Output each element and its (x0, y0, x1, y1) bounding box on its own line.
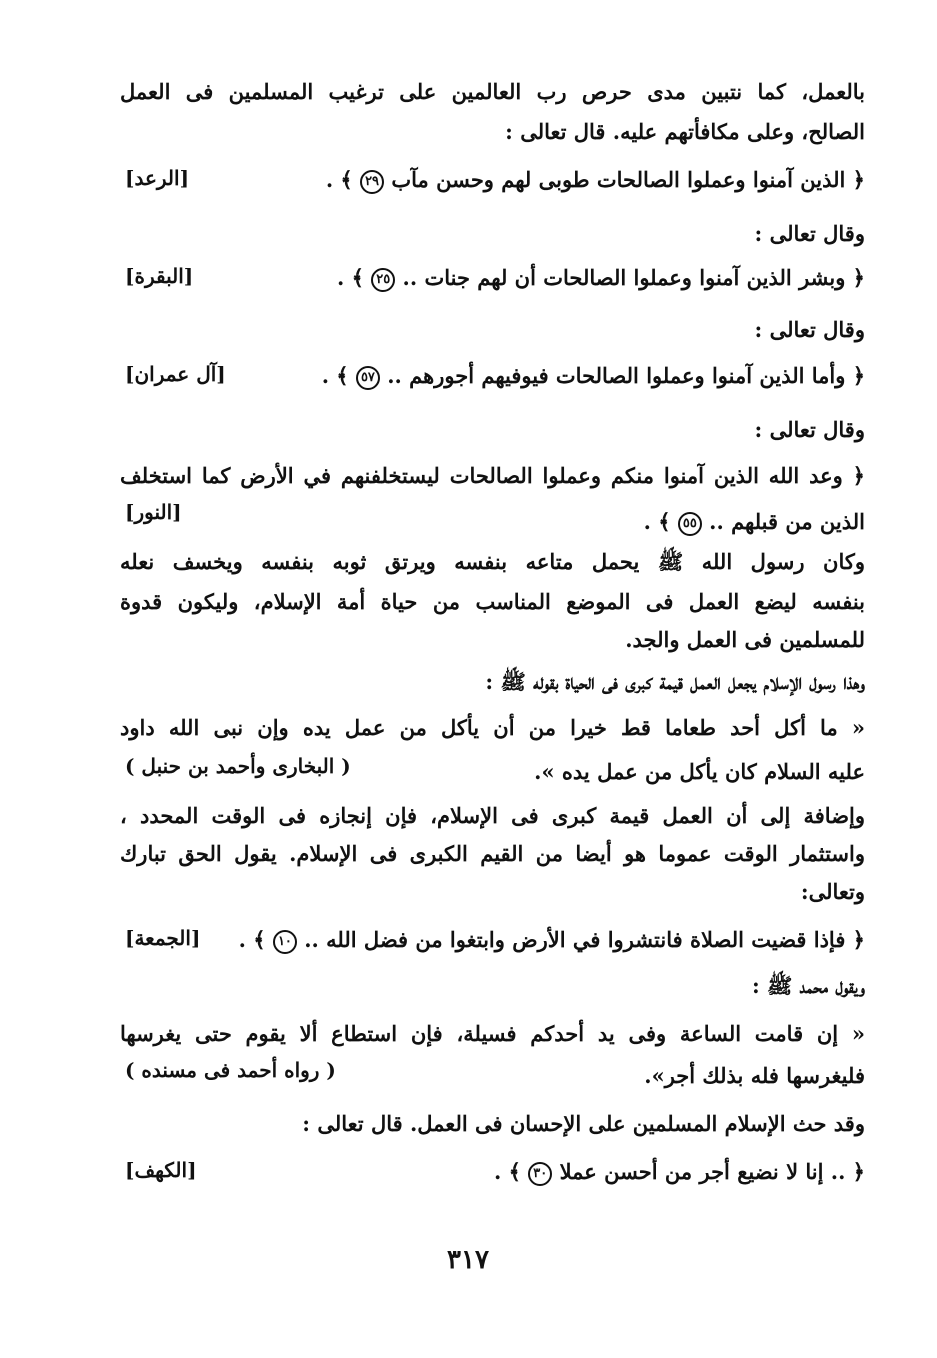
verse-line-1 (120, 160, 865, 200)
page-number: ٣١٧ (447, 1245, 489, 1275)
surah-reference: [النور] (125, 500, 182, 524)
verse-number-ornament: ٢٩ (360, 170, 384, 194)
text-line-19: وتعالى: (800, 879, 865, 904)
verse-line-3 (120, 356, 865, 396)
text-line-17: وإضافة إلى أن العمل قيمة كبرى فى الإسلام، فإن إنجازه فى الوقت المحدد ، (120, 803, 865, 828)
text-line-2: الصالح، وعلى مكافأتهم عليه. قال تعالى : (505, 119, 865, 144)
verse-close: ﴾ . (325, 167, 361, 192)
verse-line-6 (120, 1152, 865, 1192)
text-line-21: ويقول محمد ﷺ : (751, 973, 865, 998)
verse-line-4a: ﴿ وعد الله الذين آمنوا منكم وعملوا الصالحات ليستخلفنهم في الأرض كما استخلف (120, 463, 865, 488)
verse-number-ornament: ١٠ (273, 930, 297, 954)
hadith-line-3: « إن قامت الساعة وفى يد أحدكم فسيلة، فإن استطاع ألا يقوم حتى يغرسها (120, 1021, 865, 1046)
verse-text: ﴿ .. إنا لا نضيع أجر من أحسن عملا (552, 1159, 865, 1184)
verse-line-5 (120, 920, 865, 960)
text-line-8: وقال تعالى : (754, 417, 865, 442)
text-line-11: وكان رسول الله ﷺ يحمل متاعه بنفسه ويرتق ثوبه بنفسه ويخسف نعله (120, 549, 865, 574)
verse-close: ﴾ . (321, 363, 356, 388)
text-line-1: بالعمل، كما نتبين مدى حرص رب العالمين على ترغيب المسلمين فى العمل (120, 79, 865, 104)
text-line-12: بنفسه ليضع العمل فى الموضع المناسب من حياة أمة الإسلام، وليكون قدوة (120, 589, 865, 614)
verse-close: ﴾ . (643, 509, 678, 534)
hadith-source: ( رواه أحمد فى مسنده ) (125, 1058, 336, 1082)
verse-number-ornament: ٥٧ (356, 366, 380, 390)
verse-line-4b (120, 502, 865, 542)
surah-reference: [الرعد] (125, 166, 190, 190)
verse-number-ornament: ٥٥ (678, 512, 702, 536)
verse-text: الذين من قبلهم .. (701, 509, 865, 534)
text-line-18: واستثمار الوقت عموما هو أيضا من القيم الكبرى فى الإسلام. يقول الحق تبارك (120, 841, 865, 866)
surah-reference: [البقرة] (125, 264, 194, 288)
hadith-line-4: فليغرسها فله بذلك أجر». (644, 1063, 865, 1088)
hadith-line-2: عليه السلام كان يأكل من عمل يده ». (534, 759, 865, 784)
verse-close: ﴾ . (238, 927, 273, 952)
verse-number-ornament: ٢٥ (371, 268, 395, 292)
hadith-source: ( البخارى وأحمد بن حنبل ) (125, 754, 351, 778)
verse-line-2 (120, 258, 865, 298)
text-line-6: وقال تعالى : (754, 317, 865, 342)
text-line-4: وقال تعالى : (754, 221, 865, 246)
surah-reference: [آل عمران] (125, 362, 226, 386)
verse-close: ﴾ . (337, 265, 372, 290)
text-line-13: للمسلمين فى العمل والجد. (625, 627, 865, 652)
verse-text: ﴿ الذين آمنوا وعملوا الصالحات طوبى لهم وحسن مآب (384, 167, 865, 192)
surah-reference: [الكهف] (125, 1158, 197, 1182)
verse-close: ﴾ . (494, 1159, 529, 1184)
verse-number-ornament: ٣٠ (528, 1162, 552, 1186)
text-line-24: وقد حث الإسلام المسلمين على الإحسان فى العمل. قال تعالى : (302, 1111, 865, 1136)
verse-text: ﴿ وبشر الذين آمنوا وعملوا الصالحات أن لهم جنات .. (395, 265, 865, 290)
verse-text: ﴿ وأما الذين آمنوا وعملوا الصالحات فيوفيهم أجورهم .. (379, 363, 865, 388)
text-line-14: وهذا رسول الإسلام يجعل العمل قيمة كبرى فى الحياة بقوله ﷺ : (485, 669, 865, 694)
hadith-line-1: « ما أكل أحد طعاما قط خيرا من أن يأكل من عمل يده وإن نبى الله داود (120, 715, 865, 740)
surah-reference: [الجمعة] (125, 926, 201, 950)
verse-text: ﴿ فإذا قضيت الصلاة فانتشروا في الأرض وابتغوا من فضل الله .. (296, 927, 865, 952)
